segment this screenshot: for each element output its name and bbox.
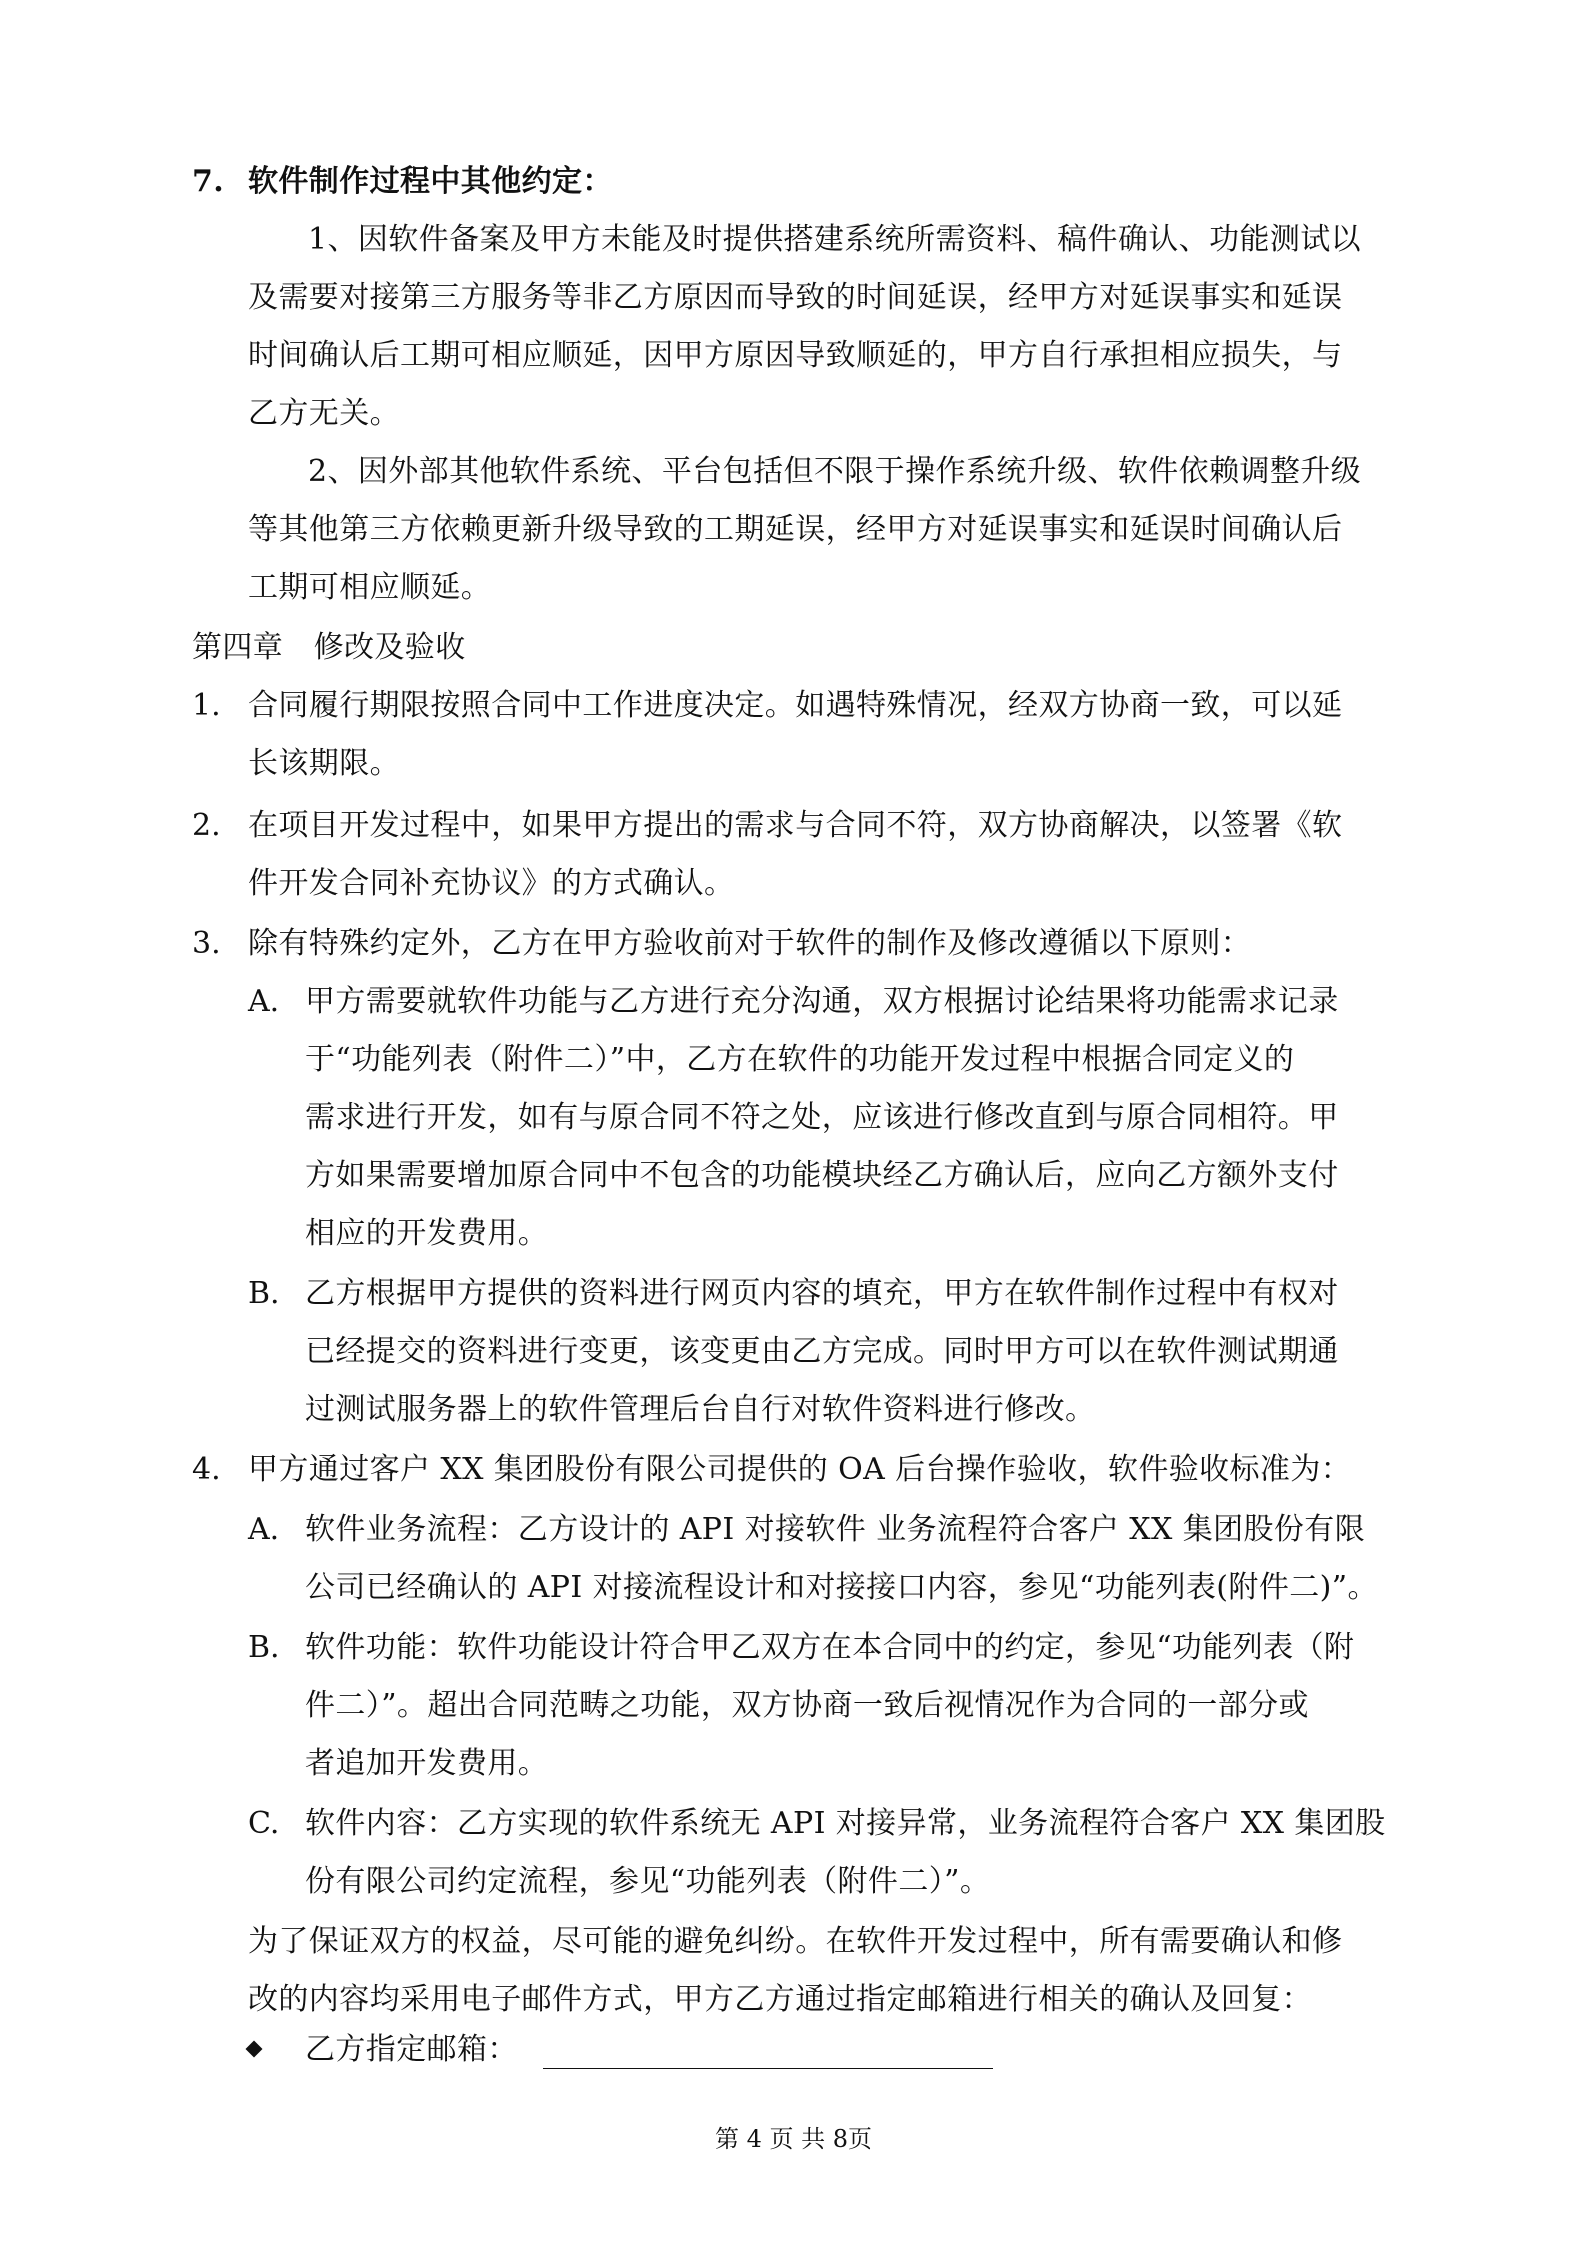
sub-item-label: C. bbox=[248, 1806, 280, 1841]
list-number: 1. bbox=[192, 688, 221, 723]
paragraph-line: 2、因外部其他软件系统、平台包括但不限于操作系统升级、软件依赖调整升级 bbox=[308, 454, 1362, 489]
paragraph-line: 工期可相应顺延。 bbox=[248, 570, 492, 605]
paragraph-line: 乙方无关。 bbox=[248, 396, 400, 431]
email-blank-line[interactable] bbox=[543, 2068, 993, 2069]
list-item-line: 件开发合同补充协议》的方式确认。 bbox=[248, 866, 735, 901]
sub-item-line: 甲方需要就软件功能与乙方进行充分沟通，双方根据讨论结果将功能需求记录 bbox=[305, 984, 1339, 1019]
paragraph-line: 改的内容均采用电子邮件方式，甲方乙方通过指定邮箱进行相关的确认及回复： bbox=[248, 1982, 1312, 2017]
list-number: 3. bbox=[192, 926, 221, 961]
sub-item-line: 于“功能列表（附件二）”中，乙方在软件的功能开发过程中根据合同定义的 bbox=[305, 1042, 1295, 1077]
sub-item-line: 已经提交的资料进行变更，该变更由乙方完成。同时甲方可以在软件测试期通 bbox=[305, 1334, 1339, 1369]
sub-item-label: B. bbox=[248, 1630, 280, 1665]
sub-item-line: 过测试服务器上的软件管理后台自行对软件资料进行修改。 bbox=[305, 1392, 1096, 1427]
list-item-line: 合同履行期限按照合同中工作进度决定。如遇特殊情况，经双方协商一致，可以延 bbox=[248, 688, 1343, 723]
sub-item-line: 需求进行开发，如有与原合同不符之处，应该进行修改直到与原合同相符。甲 bbox=[305, 1100, 1339, 1135]
list-number: 4. bbox=[192, 1452, 221, 1487]
sub-item-label: A. bbox=[248, 984, 280, 1019]
page-footer: 第 4 页 共 8页 bbox=[714, 2125, 873, 2153]
sub-item-line: 件二）”。超出合同范畴之功能，双方协商一致后视情况作为合同的一部分或 bbox=[305, 1688, 1309, 1723]
list-item-line: 在项目开发过程中，如果甲方提出的需求与合同不符，双方协商解决，以签署《软 bbox=[248, 808, 1343, 843]
section-title: 软件制作过程中其他约定： bbox=[248, 164, 613, 199]
paragraph-line: 时间确认后工期可相应顺延，因甲方原因导致顺延的，甲方自行承担相应损失，与 bbox=[248, 338, 1343, 373]
list-item-line: 除有特殊约定外，乙方在甲方验收前对于软件的制作及修改遵循以下原则： bbox=[248, 926, 1252, 961]
list-item-line: 甲方通过客户 XX 集团股份有限公司提供的 OA 后台操作验收，软件验收标准为： bbox=[248, 1452, 1352, 1487]
sub-item-label: B. bbox=[248, 1276, 280, 1311]
sub-item-label: A. bbox=[248, 1512, 280, 1547]
sub-item-line: 公司已经确认的 API 对接流程设计和对接接口内容，参见“功能列表(附件二)”。 bbox=[305, 1570, 1378, 1605]
sub-item-line: 方如果需要增加原合同中不包含的功能模块经乙方确认后，应向乙方额外支付 bbox=[305, 1158, 1339, 1193]
list-item-line: 长该期限。 bbox=[248, 746, 400, 781]
chapter-heading: 第四章 修改及验收 bbox=[192, 630, 466, 665]
paragraph-line: 为了保证双方的权益，尽可能的避免纠纷。在软件开发过程中，所有需要确认和修 bbox=[248, 1924, 1343, 1959]
paragraph-line: 1、因软件备案及甲方未能及时提供搭建系统所需资料、稿件确认、功能测试以 bbox=[308, 222, 1362, 257]
sub-item-line: 软件业务流程：乙方设计的 API 对接软件 业务流程符合客户 XX 集团股份有限 bbox=[305, 1512, 1366, 1547]
list-number: 2. bbox=[192, 808, 221, 843]
email-label: 乙方指定邮箱： bbox=[305, 2032, 518, 2067]
sub-item-line: 软件功能：软件功能设计符合甲乙双方在本合同中的约定，参见“功能列表（附 bbox=[305, 1630, 1355, 1665]
sub-item-line: 者追加开发费用。 bbox=[305, 1746, 549, 1781]
paragraph-line: 等其他第三方依赖更新升级导致的工期延误，经甲方对延误事实和延误时间确认后 bbox=[248, 512, 1343, 547]
sub-item-line: 相应的开发费用。 bbox=[305, 1216, 549, 1251]
bullet-diamond-icon bbox=[246, 2041, 263, 2058]
sub-item-line: 份有限公司约定流程，参见“功能列表（附件二）”。 bbox=[305, 1864, 991, 1899]
section-number: 7. bbox=[192, 164, 225, 199]
sub-item-line: 软件内容：乙方实现的软件系统无 API 对接异常，业务流程符合客户 XX 集团股 bbox=[305, 1806, 1386, 1841]
paragraph-line: 及需要对接第三方服务等非乙方原因而导致的时间延误，经甲方对延误事实和延误 bbox=[248, 280, 1343, 315]
sub-item-line: 乙方根据甲方提供的资料进行网页内容的填充，甲方在软件制作过程中有权对 bbox=[305, 1276, 1339, 1311]
